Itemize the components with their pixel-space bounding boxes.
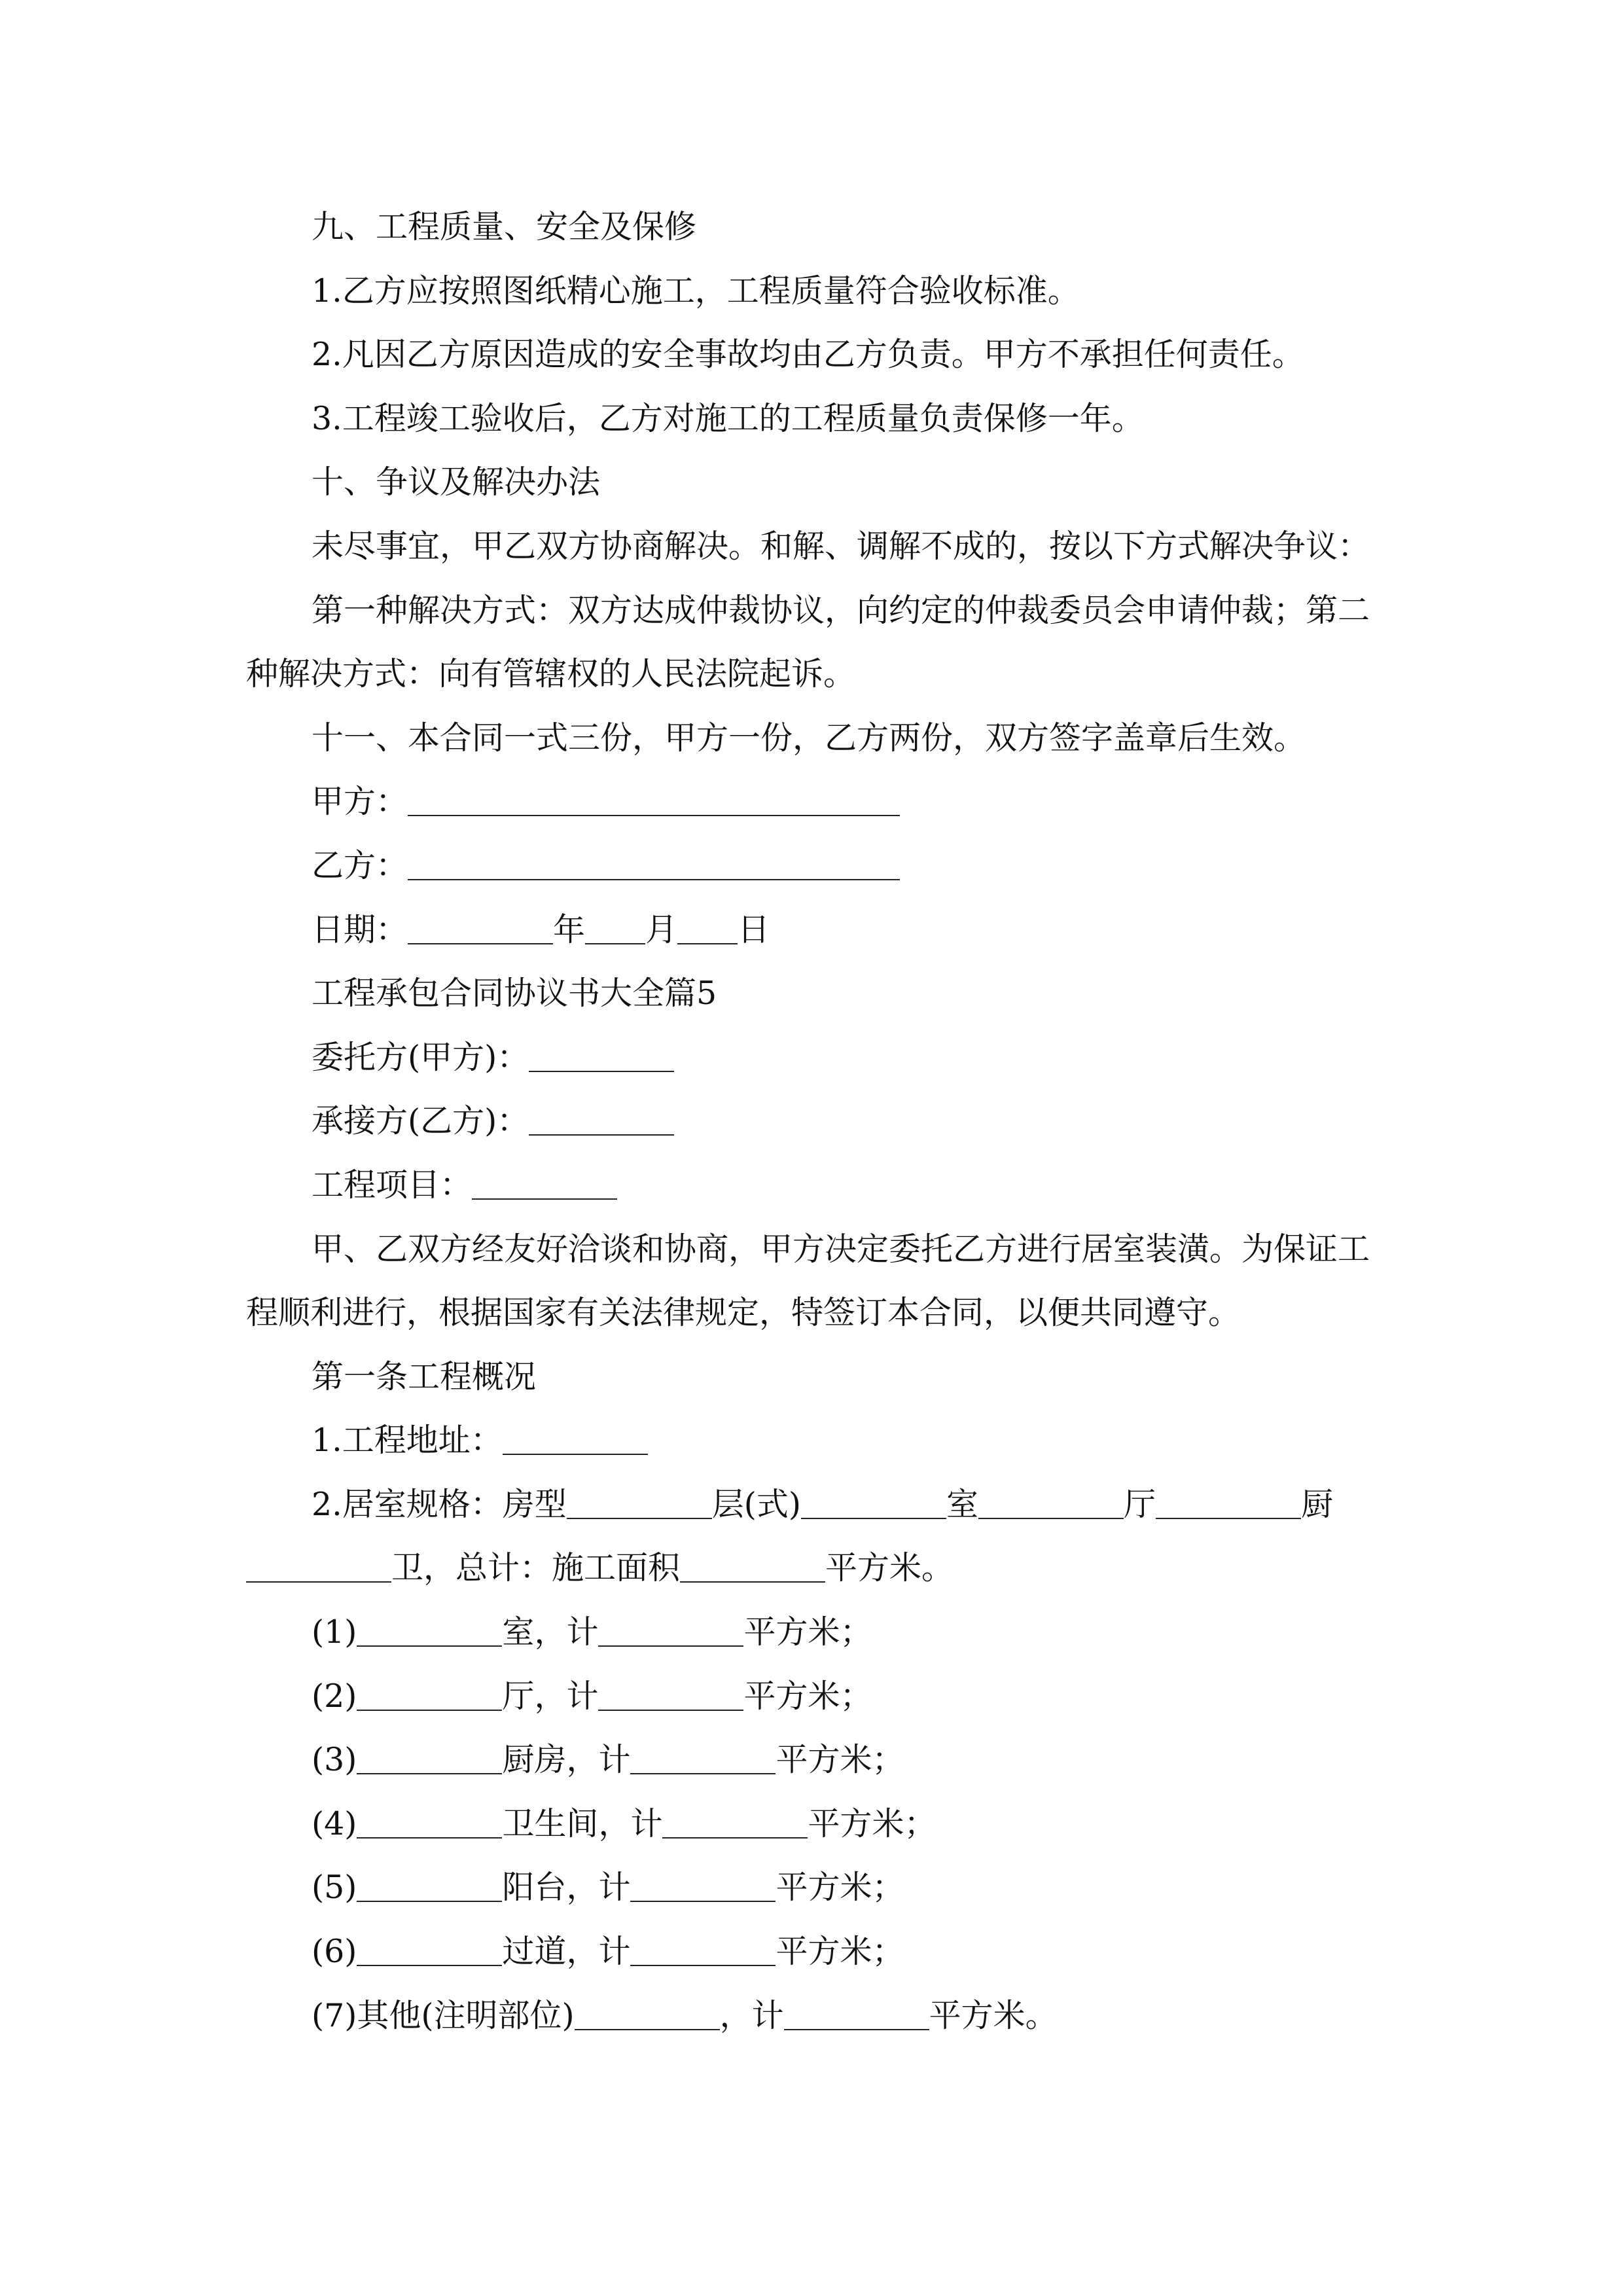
blank-field[interactable] (567, 1517, 712, 1519)
blank-field[interactable] (357, 1837, 502, 1839)
blank-field[interactable] (357, 1772, 502, 1774)
label: ，计 (534, 1677, 599, 1715)
date-line (246, 898, 1385, 962)
label: 平方米； (776, 1869, 904, 1907)
label: (2) (312, 1677, 357, 1715)
room-item-1 (246, 1600, 1385, 1664)
room-item-6 (246, 1920, 1385, 1984)
section-11: 十一、本合同一式三份，甲方一份，乙方两份，双方签字盖章后生效。 (312, 719, 1306, 757)
blank-field[interactable] (357, 1645, 502, 1647)
clause-9-1: 1.乙方应按照图纸精心施工，工程质量符合验收标准。 (312, 272, 1080, 310)
clause-10-1: 未尽事宜，甲乙双方协商解决。和解、调解不成的，按以下方式解决争议： (312, 527, 1370, 565)
intro-line2: 程顺利进行，根据国家有关法律规定，特签订本合同，以便共同遵守。 (246, 1294, 1241, 1332)
label: 承接方(乙方)： (312, 1102, 529, 1140)
month-label: 月 (645, 910, 678, 948)
label: 平方米。 (825, 1549, 954, 1587)
label: 平方米。 (929, 1996, 1058, 2034)
spec-line1 (246, 1473, 1385, 1537)
article-1-title: 第一条工程概况 (312, 1357, 537, 1395)
blank-field[interactable] (598, 1709, 743, 1711)
clause-10-2-line2: 种解决方式：向有管辖权的人民法院起诉。 (246, 655, 856, 693)
blank-field[interactable] (801, 1517, 946, 1519)
label: ，计 (566, 1741, 631, 1779)
label: ，计 (719, 1996, 784, 2034)
label: 乙方： (312, 846, 408, 884)
blank-field[interactable] (357, 1964, 502, 1966)
clause-9-2: 2.凡因乙方原因造成的安全事故均由乙方负责。甲方不承担任何责任。 (312, 336, 1304, 374)
room-item-4 (246, 1792, 1385, 1856)
room-item-3 (246, 1728, 1385, 1792)
blank-field[interactable] (357, 1900, 502, 1902)
label: 厨房 (502, 1741, 567, 1779)
label: (5) (312, 1869, 357, 1907)
label: (6) (312, 1933, 357, 1971)
label: 层(式) (711, 1485, 801, 1523)
label: 工程项目： (312, 1166, 473, 1204)
label: 委托方(甲方)： (312, 1038, 529, 1076)
blank-field[interactable] (575, 2028, 720, 2030)
label: 厅 (1124, 1485, 1156, 1523)
label: (4) (312, 1804, 357, 1842)
label: ，计 (566, 1869, 631, 1907)
label: 过道 (502, 1933, 567, 1971)
blank-day[interactable] (677, 942, 738, 944)
label: 阳台 (502, 1869, 567, 1907)
label: ，计 (534, 1613, 599, 1651)
room-item-7 (246, 1984, 1385, 2048)
blank-field[interactable] (1156, 1517, 1301, 1519)
blank-field[interactable] (472, 1198, 617, 1200)
blank-month[interactable] (585, 942, 645, 944)
label: ，计 (598, 1804, 663, 1842)
blank-field[interactable] (529, 1070, 674, 1072)
label: 室 (946, 1485, 979, 1523)
label: 厅 (502, 1677, 535, 1715)
day-label: 日 (738, 910, 770, 948)
clause-9-3: 3.工程竣工验收后，乙方对施工的工程质量负责保修一年。 (312, 399, 1144, 437)
party-b-signature (246, 834, 1385, 898)
intro-line1: 甲、乙双方经友好洽谈和协商，甲方决定委托乙方进行居室装潢。为保证工 (312, 1230, 1370, 1268)
label: 1.工程地址： (312, 1422, 503, 1460)
label: 室 (502, 1613, 535, 1651)
client-line (246, 1026, 1385, 1090)
clause-10-2-line1: 第一种解决方式：双方达成仲裁协议，向约定的仲裁委员会申请仲裁；第二 (312, 591, 1370, 629)
contract-5-title: 工程承包合同协议书大全篇5 (312, 975, 717, 1013)
spec-line2 (246, 1536, 1385, 1600)
contractor-line (246, 1089, 1385, 1153)
address-line (246, 1408, 1385, 1473)
room-item-5 (246, 1856, 1385, 1920)
party-a-signature (246, 770, 1385, 834)
label: 日期： (312, 910, 408, 948)
label: (7)其他(注明部位) (312, 1996, 575, 2034)
blank-field[interactable] (357, 1709, 502, 1711)
label: (3) (312, 1741, 357, 1779)
label: 平方米； (743, 1613, 872, 1651)
blank-year[interactable] (408, 942, 553, 944)
section-10-title: 十、争议及解决办法 (312, 463, 601, 501)
project-line (246, 1153, 1385, 1217)
blank-field[interactable] (662, 1837, 808, 1839)
document-page (246, 195, 1385, 2047)
blank-field[interactable] (630, 1964, 776, 1966)
blank-field[interactable] (630, 1772, 776, 1774)
blank-field[interactable] (978, 1517, 1124, 1519)
blank-field[interactable] (680, 1581, 825, 1583)
label: ，计 (566, 1933, 631, 1971)
blank-field[interactable] (630, 1900, 776, 1902)
label: 平方米； (808, 1804, 936, 1842)
label: (1) (312, 1613, 357, 1651)
blank-field[interactable] (503, 1453, 648, 1455)
blank-field[interactable] (408, 878, 900, 880)
room-item-2 (246, 1664, 1385, 1729)
blank-field[interactable] (598, 1645, 743, 1647)
label: 平方米； (743, 1677, 872, 1715)
label: 厨 (1301, 1485, 1334, 1523)
section-9-title: 九、工程质量、安全及保修 (312, 208, 697, 245)
blank-field[interactable] (784, 2028, 929, 2030)
label: 甲方： (312, 783, 408, 821)
label: 卫，总计：施工面积 (391, 1549, 681, 1587)
label: 平方米； (776, 1741, 904, 1779)
blank-field[interactable] (529, 1134, 674, 1136)
year-label: 年 (553, 910, 586, 948)
label: 卫生间 (502, 1804, 599, 1842)
label: 平方米； (776, 1933, 904, 1971)
blank-field[interactable] (408, 814, 900, 816)
blank-field[interactable] (246, 1581, 391, 1583)
label: 2.居室规格：房型 (312, 1485, 567, 1523)
